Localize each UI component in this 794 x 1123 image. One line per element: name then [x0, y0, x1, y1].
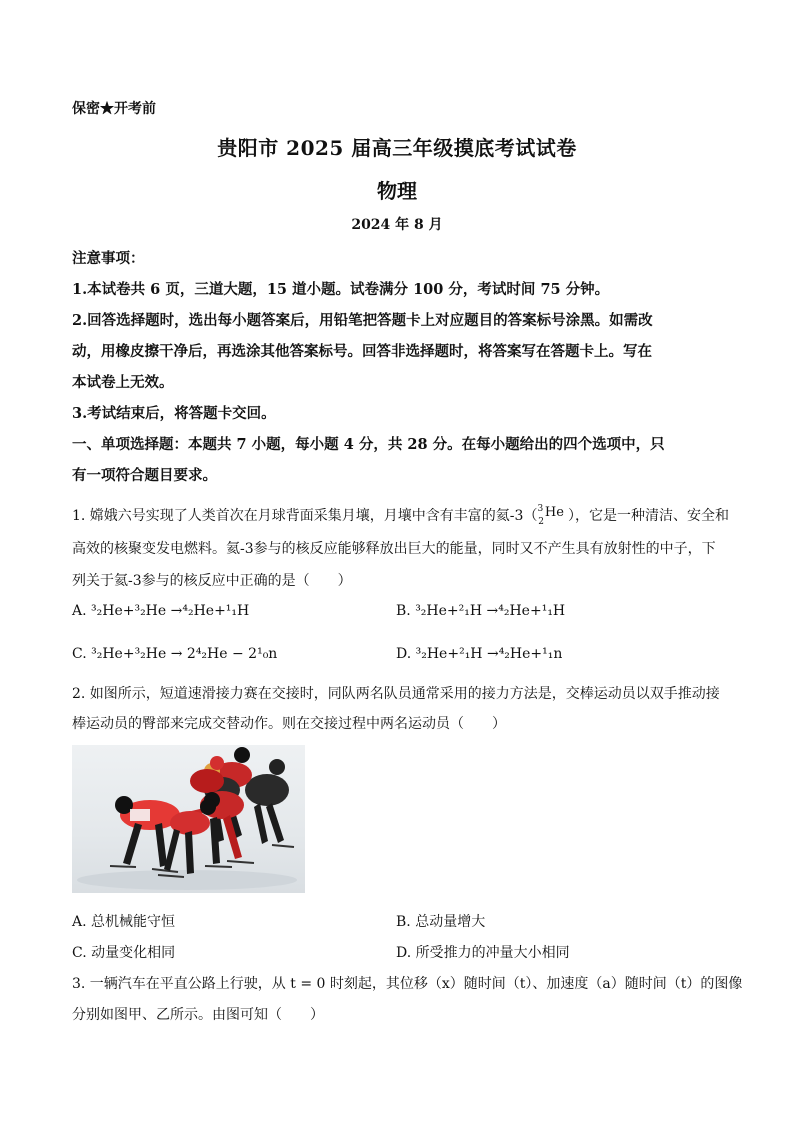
question-1-option-c: C. ³₂He+³₂He → 2⁴₂He − 2¹₀n — [72, 646, 278, 662]
notes-item-2-line-2: 动，用橡皮擦干净后，再选涂其他答案标号。回答非选择题时，将答案写在答题卡上。写在 — [72, 343, 652, 360]
question-1-line-1 — [72, 505, 729, 527]
section-1-heading-line-2: 有一项符合题目要求。 — [72, 467, 217, 484]
subject-title: 物理 — [377, 179, 417, 203]
question-2-option-a: A. 总机械能守恒 — [72, 914, 176, 930]
speed-skating-relay-photo — [72, 745, 305, 893]
question-2-line-2: 棒运动员的臀部来完成交替动作。则在交接过程中两名运动员（ ） — [72, 716, 506, 732]
question-3-line-1: 3. 一辆汽车在平直公路上行驶，从 t = 0 时刻起，其位移（x）随时间（t）、加速度（a）随时间（t）的图像 — [72, 976, 743, 992]
notes-item-1: 1.本试卷共 6 页，三道大题，15 道小题。试卷满分 100 分，考试时间 75 分钟。 — [72, 281, 610, 298]
question-1-text-b: ），它是一种清洁、安全和 — [567, 508, 729, 524]
question-1-option-b: B. ³₂He+²₁H →⁴₂He+¹₁H — [396, 603, 566, 619]
question-1-line-3: 列关于氦-3参与的核反应中正确的是（ ） — [72, 573, 352, 589]
confidential-label: 保密★开考前 — [72, 101, 156, 117]
question-1-text-a: 1. 嫦娥六号实现了人类首次在月球背面采集月壤，月壤中含有丰富的氦-3（ — [72, 508, 538, 524]
notes-item-2-line-1: 2.回答选择题时，选出每小题答案后，用铅笔把答题卡上对应题目的答案标号涂黑。如需改 — [72, 312, 653, 329]
question-2-option-b: B. 总动量增大 — [396, 914, 486, 930]
notes-heading: 注意事项： — [72, 250, 145, 267]
question-2-line-1: 2. 如图所示，短道速滑接力赛在交接时，同队两名队员通常采用的接力方法是，交棒运动员以双手推动接 — [72, 686, 720, 702]
question-2-option-d: D. 所受推力的冲量大小相同 — [396, 945, 570, 961]
exam-date: 2024 年 8 月 — [351, 217, 443, 233]
question-2-option-c: C. 动量变化相同 — [72, 945, 176, 961]
section-1-heading-line-1: 一、单项选择题：本题共 7 小题，每小题 4 分，共 28 分。在每小题给出的四个选项中，只 — [72, 436, 665, 453]
helium-3-symbol: $^3_2$He — [537, 503, 564, 527]
notes-item-2-line-3: 本试卷上无效。 — [72, 374, 174, 391]
question-1-option-d: D. ³₂He+²₁H →⁴₂He+¹₁n — [396, 646, 563, 662]
notes-item-3: 3.考试结束后，将答题卡交回。 — [72, 405, 276, 422]
question-1-option-a: A. ³₂He+³₂He →⁴₂He+¹₁H — [72, 603, 250, 619]
question-3-line-2: 分别如图甲、乙所示。由图可知（ ） — [72, 1007, 324, 1023]
question-1-line-2: 高效的核聚变发电燃料。氦-3参与的核反应能够释放出巨大的能量，同时又不产生具有放射性的中子，下 — [72, 541, 716, 557]
exam-title: 贵阳市 2025 届高三年级摸底考试试卷 — [217, 136, 577, 160]
